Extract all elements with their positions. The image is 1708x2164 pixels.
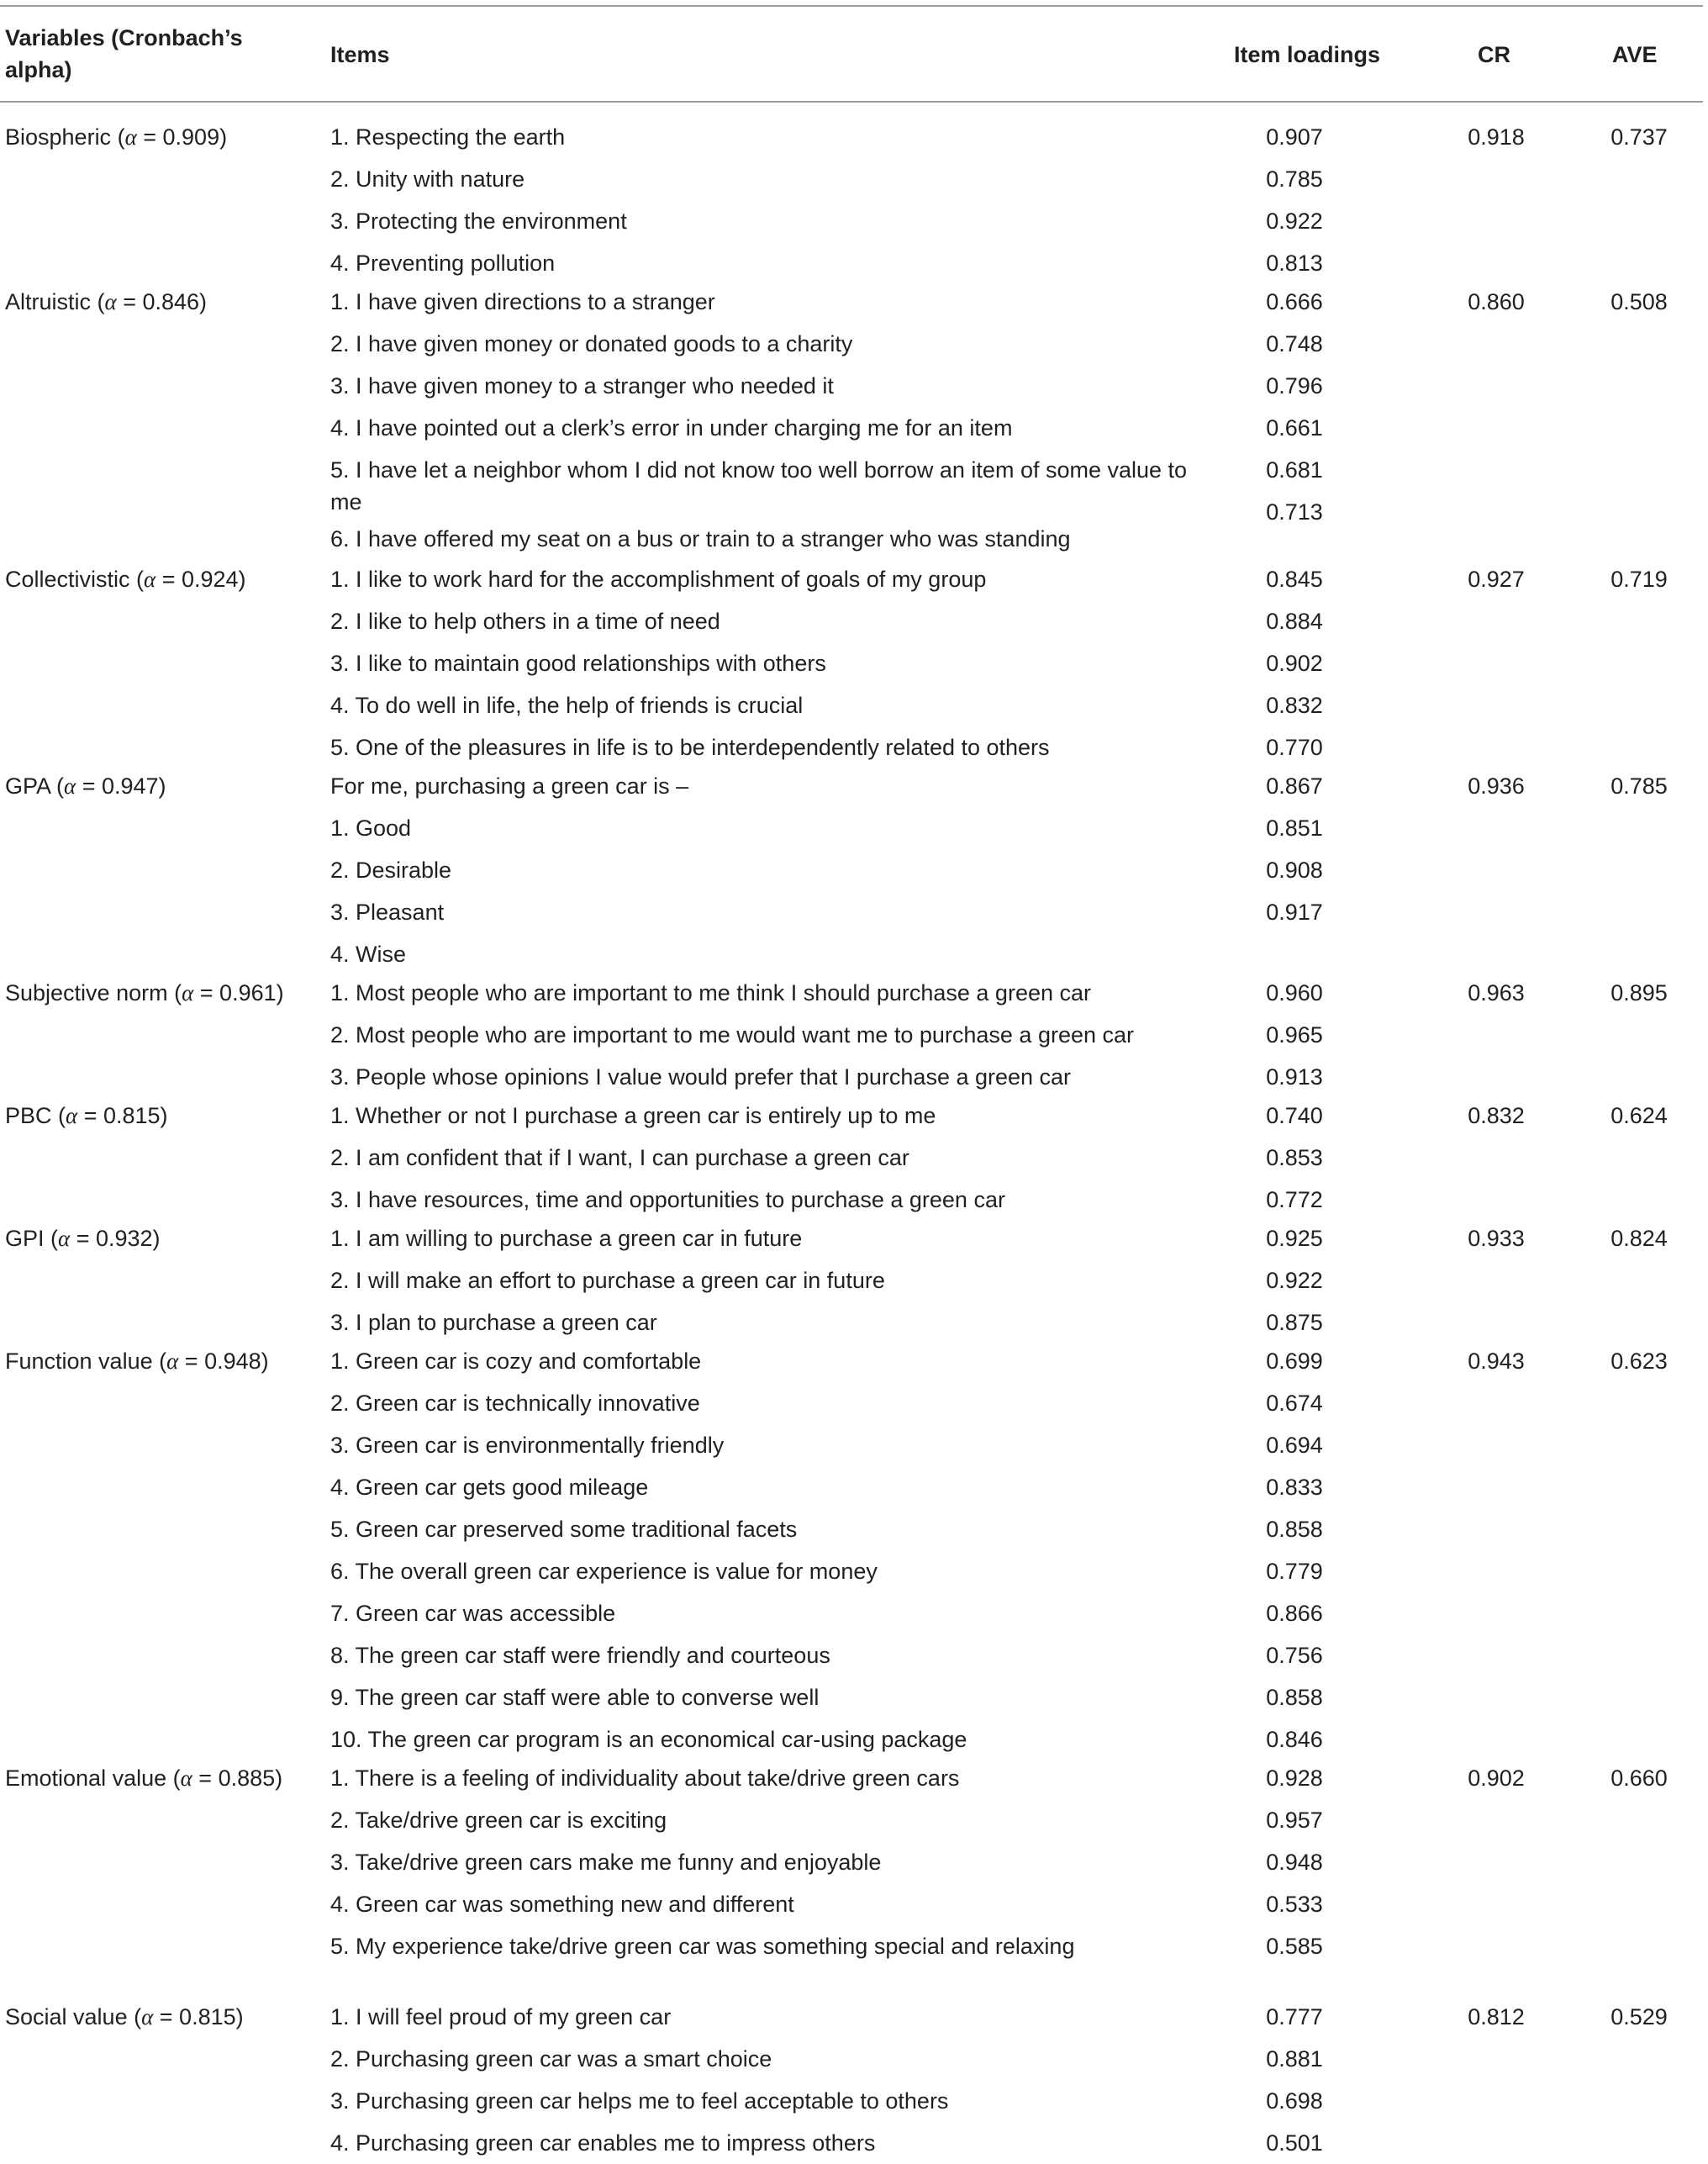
item-loading: 0.853 [1266,1145,1323,1170]
item-text: 1. I am willing to purchase a green car in future [330,1226,803,1251]
item-text: 2. Purchasing green car was a smart choice [330,2046,772,2072]
item-text: 2. I will make an effort to purchase a green car in future [330,1268,885,1293]
item-text: 4. Green car was something new and different [330,1892,794,1917]
alpha-symbol: α [124,124,137,150]
variable-name: GPI ( [5,1226,59,1251]
alpha-value: = 0.948) [178,1349,269,1374]
item-loading: 0.913 [1266,1064,1323,1090]
composite-reliability: 0.918 [1468,124,1525,150]
item-text: 9. The green car staff were able to converse well [330,1685,820,1710]
item-loading: 0.698 [1266,2088,1323,2114]
item-text: 3. Take/drive green cars make me funny and enjoyable [330,1850,882,1875]
average-variance-extracted: 0.508 [1610,289,1668,314]
variable-label [5,2001,244,2033]
item-loading: 0.867 [1266,773,1323,799]
header-items: Items [330,42,390,67]
alpha-symbol: α [144,567,156,592]
item-loading: 0.661 [1266,415,1323,441]
item-text: 6. I have offered my seat on a bus or train to a stranger who was standing [330,526,1071,552]
item-text: 4. Green car gets good mileage [330,1475,649,1500]
item-loading: 0.813 [1266,251,1323,276]
alpha-symbol: α [141,2004,154,2029]
item-loading: 0.858 [1266,1517,1323,1542]
item-loading: 0.785 [1266,166,1323,192]
item-loading: 0.777 [1266,2004,1323,2029]
item-loading: 0.925 [1266,1226,1323,1251]
item-text: 2. Unity with nature [330,166,525,192]
item-text: 1. Whether or not I purchase a green car is entirely up to me [330,1103,936,1128]
average-variance-extracted: 0.719 [1610,567,1668,592]
item-loading: 0.845 [1266,567,1323,592]
average-variance-extracted: 0.529 [1610,2004,1668,2029]
alpha-value: = 0.924) [156,567,246,592]
item-loading: 0.884 [1266,609,1323,634]
item-text: 6. The overall green car experience is value for money [330,1559,878,1584]
item-text: 5. One of the pleasures in life is to be interdependently related to others [330,735,1050,760]
item-text: 1. I like to work hard for the accomplishment of goals of my group [330,567,987,592]
average-variance-extracted: 0.624 [1610,1103,1668,1128]
item-loading: 0.846 [1266,1727,1323,1752]
item-loading: 0.922 [1266,1268,1323,1293]
item-loading: 0.957 [1266,1808,1323,1833]
composite-reliability: 0.936 [1468,773,1525,799]
item-loading: 0.713 [1266,499,1323,525]
item-loading: 0.960 [1266,980,1323,1005]
item-text: 2. Take/drive green car is exciting [330,1808,667,1833]
item-text: 1. Good [330,815,412,841]
average-variance-extracted: 0.895 [1610,980,1668,1005]
item-text: 3. Green car is environmentally friendly [330,1433,725,1458]
variable-label [5,1222,161,1254]
item-loading: 0.832 [1266,693,1323,718]
alpha-symbol: α [166,1349,179,1374]
average-variance-extracted: 0.785 [1610,773,1668,799]
item-loading: 0.533 [1266,1892,1323,1917]
composite-reliability: 0.860 [1468,289,1525,314]
item-loading: 0.796 [1266,373,1323,398]
alpha-value: = 0.815) [77,1103,168,1128]
alpha-value: = 0.815) [153,2004,244,2029]
average-variance-extracted: 0.623 [1610,1349,1668,1374]
item-text: 10. The green car program is an economical car-using package [330,1727,967,1752]
variable-label [5,770,166,802]
header-ave: AVE [1612,42,1658,67]
item-text: 3. I have resources, time and opportunities to purchase a green car [330,1187,1005,1212]
header-item-loadings: Item loadings [1234,42,1381,67]
item-text: 3. People whose opinions I value would prefer that I purchase a green car [330,1064,1072,1090]
item-text: 2. Desirable [330,858,452,883]
variable-label [5,1345,269,1377]
alpha-symbol: α [66,1103,78,1128]
variable-label [5,286,207,318]
item-loading: 0.501 [1266,2130,1323,2156]
composite-reliability: 0.902 [1468,1766,1525,1791]
item-text: 8. The green car staff were friendly and courteous [330,1643,830,1668]
composite-reliability: 0.963 [1468,980,1525,1005]
header-variables: Variables (Cronbach’s alpha) [5,25,243,82]
item-loading: 0.875 [1266,1310,1323,1335]
alpha-symbol: α [58,1226,71,1251]
item-text: For me, purchasing a green car is – [330,773,689,799]
item-text: 1. Green car is cozy and comfortable [330,1349,702,1374]
item-text: 4. Wise [330,942,407,967]
variable-name: Emotional value ( [5,1766,181,1791]
item-loading: 0.681 [1266,457,1323,483]
item-text: 3. I have given money to a stranger who needed it [330,373,834,398]
variable-name: PBC ( [5,1103,66,1128]
item-loading: 0.917 [1266,900,1323,925]
item-text: 2. I am confident that if I want, I can purchase a green car [330,1145,909,1170]
variable-label [5,121,227,153]
variable-name: Function value ( [5,1349,167,1374]
item-loading: 0.881 [1266,2046,1323,2072]
composite-reliability: 0.933 [1468,1226,1525,1251]
alpha-value: = 0.947) [76,773,166,799]
item-text: 3. Protecting the environment [330,208,627,234]
item-text: 3. Pleasant [330,900,445,925]
item-loading: 0.833 [1266,1475,1323,1500]
composite-reliability: 0.832 [1468,1103,1525,1128]
alpha-value: = 0.932) [70,1226,161,1251]
item-text: 2. Most people who are important to me would want me to purchase a green car [330,1022,1135,1048]
alpha-value: = 0.846) [116,289,208,314]
item-text: 1. There is a feeling of individuality about take/drive green cars [330,1766,960,1791]
variable-label [5,1762,282,1794]
item-loading: 0.585 [1266,1934,1323,1959]
item-text: 2. I have given money or donated goods to a charity [330,331,853,356]
item-text: 4. To do well in life, the help of friends is crucial [330,693,804,718]
item-loading: 0.674 [1266,1391,1323,1416]
item-loading: 0.851 [1266,815,1323,841]
item-text: 1. Respecting the earth [330,124,566,150]
variable-name: Altruistic ( [5,289,105,314]
item-loading: 0.756 [1266,1643,1323,1668]
item-text: 2. Green car is technically innovative [330,1391,700,1416]
item-loading: 0.907 [1266,124,1323,150]
item-text: 5. Green car preserved some traditional facets [330,1517,798,1542]
alpha-value: = 0.961) [193,980,284,1005]
variable-name: Social value ( [5,2004,142,2029]
item-text: 1. I have given directions to a stranger [330,289,715,314]
item-text: 4. Preventing pollution [330,251,556,276]
alpha-symbol: α [182,980,194,1005]
item-loading: 0.740 [1266,1103,1323,1128]
average-variance-extracted: 0.824 [1610,1226,1668,1251]
item-text: 2. I like to help others in a time of need [330,609,720,634]
item-loading: 0.928 [1266,1766,1323,1791]
item-text: 4. I have pointed out a clerk’s error in under charging me for an item [330,415,1013,441]
variable-name: GPA ( [5,773,65,799]
variable-label [5,1100,168,1132]
item-loading: 0.770 [1266,735,1323,760]
item-loading: 0.908 [1266,858,1323,883]
item-loading: 0.866 [1266,1601,1323,1626]
alpha-symbol: α [64,773,76,799]
alpha-symbol: α [104,289,117,314]
item-text: 3. I plan to purchase a green car [330,1310,657,1335]
item-text: 1. I will feel proud of my green car [330,2004,672,2029]
item-loading: 0.948 [1266,1850,1323,1875]
item-loading: 0.902 [1266,651,1323,676]
item-loading: 0.965 [1266,1022,1323,1048]
item-text: 3. Purchasing green car helps me to feel acceptable to others [330,2088,949,2114]
alpha-value: = 0.909) [136,124,228,150]
composite-reliability: 0.812 [1468,2004,1525,2029]
item-loading: 0.699 [1266,1349,1323,1374]
average-variance-extracted: 0.737 [1610,124,1668,150]
item-loading: 0.858 [1266,1685,1323,1710]
variable-label [5,563,246,595]
average-variance-extracted: 0.660 [1610,1766,1668,1791]
item-loading: 0.694 [1266,1433,1323,1458]
item-text: 3. I like to maintain good relationships with others [330,651,826,676]
composite-reliability: 0.927 [1468,567,1525,592]
item-text: 7. Green car was accessible [330,1601,616,1626]
item-loading: 0.748 [1266,331,1323,356]
item-loading: 0.772 [1266,1187,1323,1212]
item-loading: 0.922 [1266,208,1323,234]
item-loading: 0.666 [1266,289,1323,314]
item-text: 5. I have let a neighbor whom I did not know too well borrow an item of some value to me [330,457,1188,515]
header-cr: CR [1478,42,1510,67]
variable-name: Biospheric ( [5,124,125,150]
variable-name: Subjective norm ( [5,980,182,1005]
item-loading: 0.779 [1266,1559,1323,1584]
item-text: 1. Most people who are important to me think I should purchase a green car [330,980,1092,1005]
composite-reliability: 0.943 [1468,1349,1525,1374]
item-text: 5. My experience take/drive green car was something special and relaxing [330,1934,1075,1959]
item-text: 4. Purchasing green car enables me to impress others [330,2130,876,2156]
variable-name: Collectivistic ( [5,567,145,592]
alpha-value: = 0.885) [192,1766,283,1791]
alpha-symbol: α [180,1766,192,1791]
variable-label [5,977,284,1009]
